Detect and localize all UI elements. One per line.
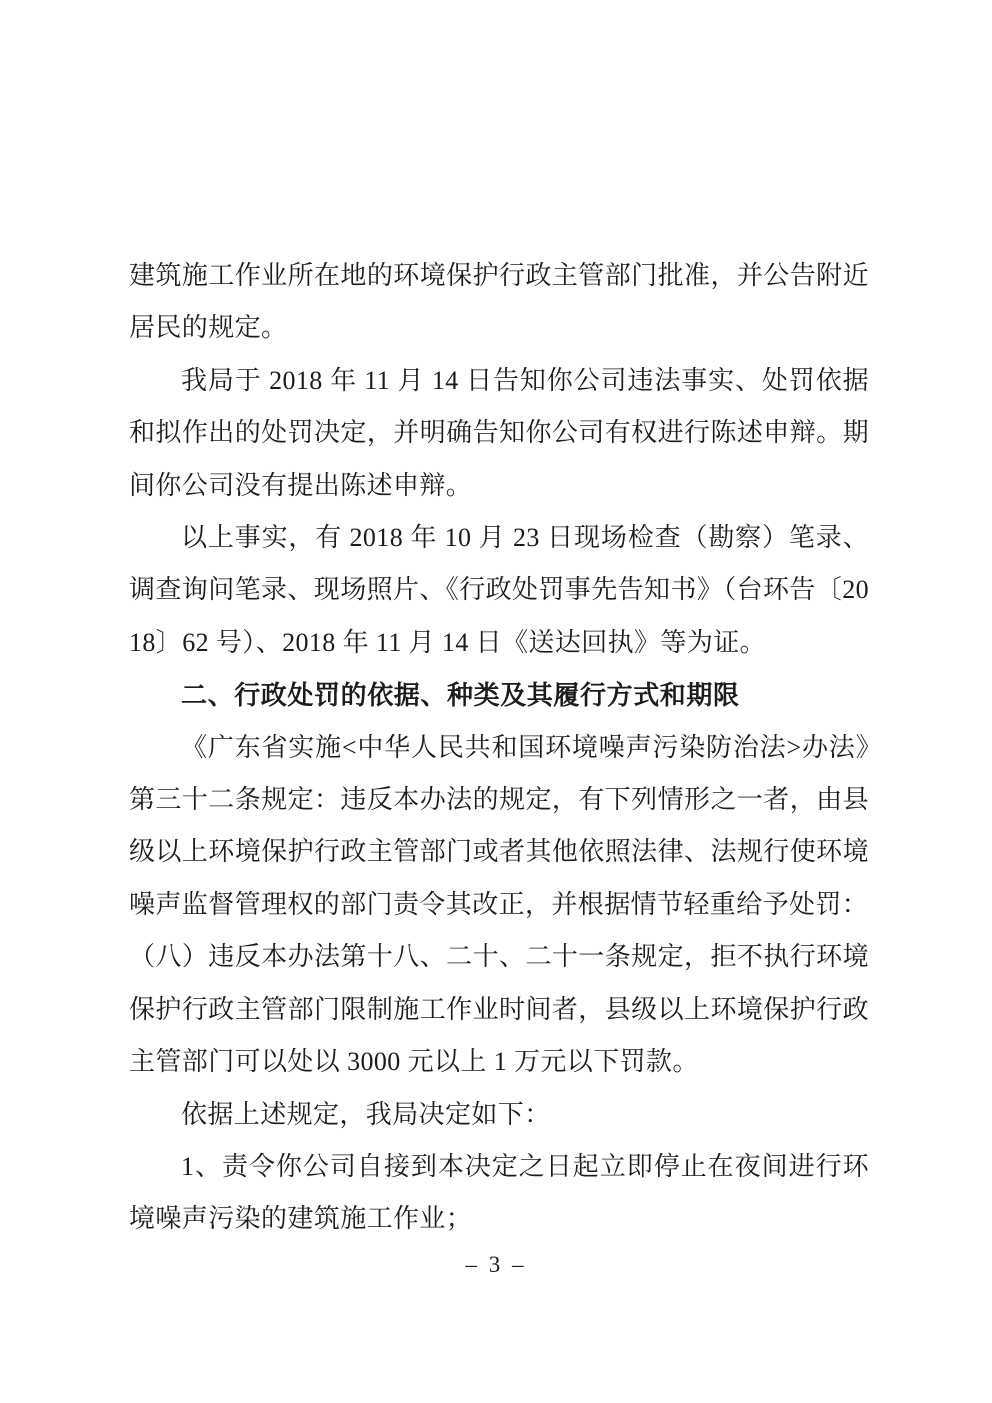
paragraph: 建筑施工作业所在地的环境保护行政主管部门批准，并公告附近居民的规定。 — [129, 261, 869, 343]
paragraph: 《广东省实施<中华人民共和国环境噪声污染防治法>办法》第三十二条规定：违反本办法的规定，有下列情形之一者，由县级以上环境保护行政主管部门或者其他依照法律、法规行使环境噪声监督管理权的部门责令其改正，并根据情节轻重给予处罚： — [129, 732, 869, 919]
section-heading: 二、行政处罚的依据、种类及其履行方式和期限 — [181, 680, 740, 711]
paragraph: （八）违反本办法第十八、二十、二十一条规定，拒不执行环境保护行政主管部门限制施工作业时间者，县级以上环境保护行政主管部门可以处以 3000 元以上 1 万元以下罚款。 — [129, 942, 869, 1077]
paragraph: 依据上述规定，我局决定如下： — [181, 1099, 551, 1129]
paragraph: 我局于 2018 年 11 月 14 日告知你公司违法事实、处罚依据和拟作出的处罚决定，并明确告知你公司有权进行陈述申辩。期间你公司没有提出陈述申辩。 — [129, 365, 869, 500]
page-number: – 3 – — [465, 1252, 527, 1277]
paragraph: 1、责令你公司自接到本决定之日起立即停止在夜间进行环境噪声污染的建筑施工作业； — [129, 1151, 869, 1234]
paragraph: 以上事实，有 2018 年 10 月 23 日现场检查（勘察）笔录、调查询问笔录、现场照片、《行政处罚事先告知书》（台环告〔2018〕62 号）、2018 年 11 月 14 日《送达回执》等为证。 — [129, 523, 870, 657]
document-body — [129, 250, 869, 1246]
